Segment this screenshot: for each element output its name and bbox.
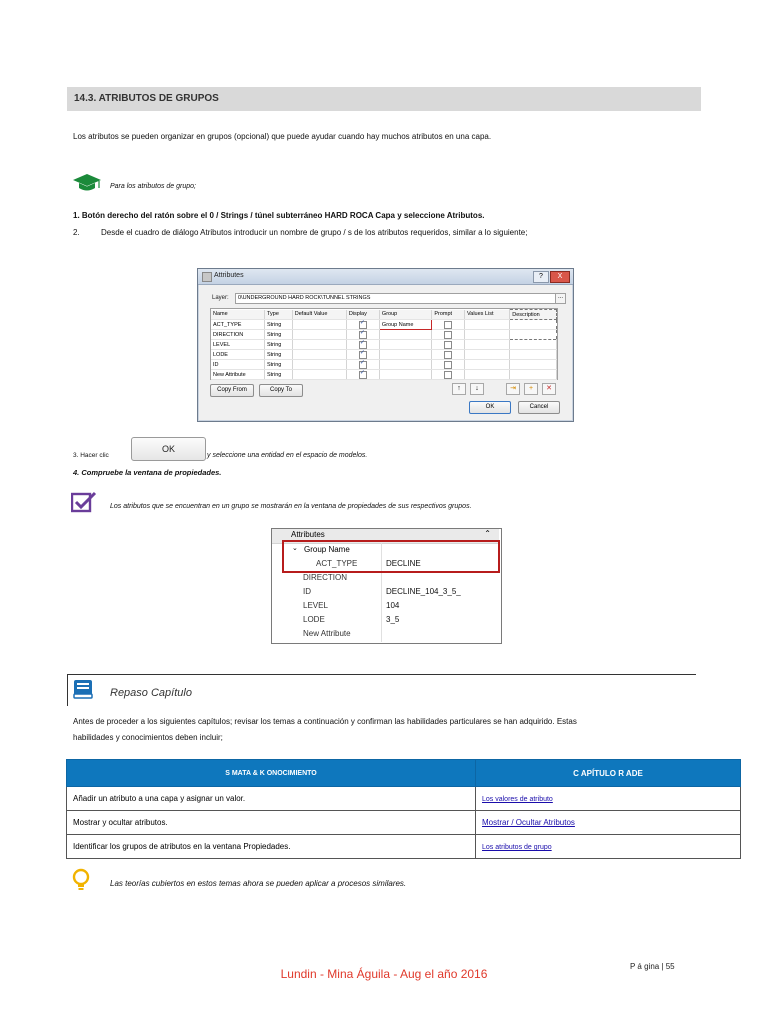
group-cell[interactable] bbox=[379, 330, 431, 340]
props-label: ID bbox=[303, 587, 311, 596]
col-type: Type bbox=[264, 310, 292, 320]
checkbox-icon bbox=[71, 491, 97, 518]
graduation-cap-icon bbox=[72, 172, 102, 197]
attr-name[interactable]: LODE bbox=[211, 350, 264, 360]
tip-text: Las teorías cubiertos en estos temas ahora se pueden aplicar a procesos similares. bbox=[110, 879, 407, 888]
repaso-text-2: habilidades y conocimientos deben incluir; bbox=[73, 733, 223, 742]
props-row[interactable] bbox=[272, 585, 499, 599]
delete-row-icon[interactable]: ✕ bbox=[542, 383, 556, 395]
attr-type[interactable]: String bbox=[264, 330, 292, 340]
attr-type[interactable]: String bbox=[264, 340, 292, 350]
chapter-link[interactable]: Los atributos de grupo bbox=[482, 844, 552, 851]
lightbulb-icon bbox=[71, 868, 91, 897]
chapter-cell bbox=[476, 835, 741, 859]
prompt-checkbox[interactable] bbox=[444, 351, 452, 359]
display-checkbox[interactable] bbox=[359, 341, 367, 349]
skills-table bbox=[66, 759, 741, 859]
attr-default[interactable] bbox=[292, 350, 346, 360]
table-row bbox=[67, 811, 741, 835]
props-value[interactable]: DECLINE_104_3_5_ bbox=[386, 587, 461, 596]
props-label: New Attribute bbox=[303, 629, 351, 638]
display-checkbox[interactable] bbox=[359, 351, 367, 359]
layer-value: 0\UNDERGROUND HARD ROCK\TUNNEL STRINGS bbox=[238, 295, 371, 301]
attr-type[interactable]: String bbox=[264, 320, 292, 330]
values-cell[interactable] bbox=[465, 320, 510, 330]
layer-field[interactable] bbox=[235, 293, 556, 304]
attr-default[interactable] bbox=[292, 330, 346, 340]
description-cell[interactable] bbox=[510, 340, 557, 350]
step-2: Desde el cuadro de diálogo Atributos introducir un nombre de grupo / s de los atributos requeridos, similar a lo siguiente; bbox=[101, 228, 528, 237]
ok-button-illustration[interactable]: OK bbox=[131, 437, 206, 461]
step-3-suffix: y seleccione una entidad en el espacio de modelos. bbox=[207, 452, 368, 459]
step-3-prefix: 3. Hacer clic bbox=[73, 452, 109, 459]
description-cell[interactable] bbox=[510, 320, 557, 330]
display-checkbox[interactable] bbox=[359, 321, 367, 329]
repaso-rule bbox=[67, 674, 696, 675]
display-checkbox[interactable] bbox=[359, 371, 367, 379]
chapter-cell bbox=[476, 787, 741, 811]
col-values: Values List bbox=[465, 310, 510, 320]
step-1: 1. Botón derecho del ratón sobre el 0 / Strings / túnel subterráneo HARD ROCA Capa y seleccione Atributos. bbox=[73, 211, 485, 220]
props-value[interactable]: 104 bbox=[386, 601, 400, 610]
table-row[interactable] bbox=[211, 370, 557, 380]
props-value[interactable]: DECLINE bbox=[386, 559, 421, 568]
section-header bbox=[67, 87, 701, 111]
section-title: 14.3. ATRIBUTOS DE GRUPOS bbox=[74, 93, 219, 104]
attr-name[interactable]: ACT_TYPE bbox=[211, 320, 264, 330]
copy-from-button[interactable]: Copy From bbox=[210, 384, 254, 397]
display-checkbox[interactable] bbox=[359, 331, 367, 339]
attr-type[interactable]: String bbox=[264, 350, 292, 360]
attr-name[interactable]: LEVEL bbox=[211, 340, 264, 350]
browse-button[interactable]: ... bbox=[555, 293, 566, 304]
display-checkbox[interactable] bbox=[359, 361, 367, 369]
attr-default[interactable] bbox=[292, 360, 346, 370]
chapter-link[interactable]: Los valores de atributo bbox=[482, 796, 553, 803]
attributes-dialog bbox=[197, 268, 574, 422]
move-up-icon[interactable]: ↑ bbox=[452, 383, 466, 395]
help-button[interactable]: ? bbox=[533, 271, 549, 283]
attr-default[interactable] bbox=[292, 370, 346, 380]
prompt-cell[interactable] bbox=[432, 350, 465, 360]
insert-row-icon[interactable]: ⇥ bbox=[506, 383, 520, 395]
description-cell[interactable] bbox=[510, 360, 557, 370]
chapter-cell bbox=[476, 811, 741, 835]
attr-type[interactable]: String bbox=[264, 360, 292, 370]
props-label: LEVEL bbox=[303, 601, 328, 610]
book-icon bbox=[72, 678, 96, 705]
display-cell[interactable] bbox=[346, 370, 379, 380]
props-header-title: Attributes bbox=[291, 530, 325, 539]
prompt-checkbox[interactable] bbox=[444, 341, 452, 349]
group-cell[interactable] bbox=[379, 340, 431, 350]
description-cell[interactable] bbox=[510, 330, 557, 340]
prompt-checkbox[interactable] bbox=[444, 371, 452, 379]
chevron-up-icon[interactable]: ⌃ bbox=[484, 529, 491, 538]
props-label: ACT_TYPE bbox=[316, 559, 358, 568]
layer-label: Layer: bbox=[212, 295, 229, 301]
props-row[interactable] bbox=[272, 627, 499, 641]
attr-type[interactable]: String bbox=[264, 370, 292, 380]
note-props: Los atributos que se encuentran en un grupo se mostrarán en la ventana de propiedades de sus respectivos grupos. bbox=[110, 503, 472, 510]
table-row[interactable] bbox=[211, 320, 557, 330]
move-down-icon[interactable]: ↓ bbox=[470, 383, 484, 395]
values-cell[interactable] bbox=[465, 330, 510, 340]
skills-header-row bbox=[67, 760, 741, 787]
col-default: Default Value bbox=[292, 310, 346, 320]
values-cell[interactable] bbox=[465, 360, 510, 370]
app-icon bbox=[202, 272, 212, 282]
group-cell[interactable] bbox=[379, 370, 431, 380]
skills-header: S MATA & K ONOCIMIENTO bbox=[67, 760, 476, 787]
group-name-cell[interactable]: Group Name bbox=[379, 320, 431, 330]
copy-to-button[interactable]: Copy To bbox=[259, 384, 303, 397]
chevron-down-icon[interactable]: ⌄ bbox=[292, 545, 298, 552]
attr-default[interactable] bbox=[292, 320, 346, 330]
description-cell[interactable] bbox=[510, 370, 557, 380]
table-row[interactable] bbox=[211, 350, 557, 360]
highlight-box bbox=[282, 540, 500, 573]
table-row[interactable] bbox=[211, 360, 557, 370]
prompt-cell[interactable] bbox=[432, 370, 465, 380]
col-name: Name bbox=[211, 310, 264, 320]
skill-cell: Mostrar y ocultar atributos. bbox=[67, 811, 476, 835]
prompt-cell[interactable] bbox=[432, 340, 465, 350]
col-group: Group bbox=[379, 310, 431, 320]
values-cell[interactable] bbox=[465, 370, 510, 380]
table-row[interactable] bbox=[211, 330, 557, 340]
step-2-number: 2. bbox=[73, 228, 80, 237]
props-value[interactable]: 3_5 bbox=[386, 615, 400, 624]
props-row[interactable] bbox=[272, 613, 499, 627]
props-label: LODE bbox=[303, 615, 325, 624]
prompt-checkbox[interactable] bbox=[444, 361, 452, 369]
attr-name[interactable]: New Attribute bbox=[211, 370, 264, 380]
props-row[interactable] bbox=[272, 571, 499, 585]
intro-text: Los atributos se pueden organizar en grupos (opcional) que puede ayudar cuando hay muchos atributos en una capa. bbox=[73, 132, 492, 141]
col-prompt: Prompt bbox=[432, 310, 465, 320]
page-number: P á gina | 55 bbox=[630, 962, 675, 971]
table-row bbox=[67, 835, 741, 859]
attr-name[interactable]: ID bbox=[211, 360, 264, 370]
values-cell[interactable] bbox=[465, 350, 510, 360]
props-row[interactable] bbox=[272, 599, 499, 613]
table-row[interactable] bbox=[211, 340, 557, 350]
col-display: Display bbox=[346, 310, 379, 320]
chapter-header: C APÍTULO R ADE bbox=[476, 760, 741, 787]
props-label: DIRECTION bbox=[303, 573, 347, 582]
dialog-titlebar bbox=[198, 269, 573, 285]
repaso-title: Repaso Capítulo bbox=[110, 687, 192, 699]
attr-name[interactable]: DIRECTION bbox=[211, 330, 264, 340]
ok-button[interactable]: OK bbox=[469, 401, 511, 414]
attr-default[interactable] bbox=[292, 340, 346, 350]
step-4: 4. Compruebe la ventana de propiedades. bbox=[73, 468, 222, 477]
footer-text: Lundin - Mina Águila - Aug el año 2016 bbox=[280, 967, 488, 981]
prompt-checkbox[interactable] bbox=[444, 331, 452, 339]
group-cell[interactable] bbox=[379, 350, 431, 360]
values-cell[interactable] bbox=[465, 340, 510, 350]
attributes-grid bbox=[210, 308, 558, 380]
skill-cell: Identificar los grupos de atributos en la ventana Propiedades. bbox=[67, 835, 476, 859]
table-row bbox=[67, 787, 741, 811]
repaso-vrule bbox=[67, 674, 68, 706]
col-description: Description bbox=[510, 310, 557, 320]
prompt-checkbox[interactable] bbox=[444, 321, 452, 329]
grid-header-row bbox=[211, 310, 557, 320]
group-name: Group Name bbox=[304, 545, 350, 554]
add-row-icon[interactable]: + bbox=[524, 383, 538, 395]
chapter-link[interactable]: Mostrar / Ocultar Atributos bbox=[482, 818, 575, 827]
close-button[interactable]: X bbox=[550, 271, 570, 283]
dialog-title: Attributes bbox=[214, 272, 244, 279]
prompt-cell[interactable] bbox=[432, 330, 465, 340]
description-cell[interactable] bbox=[510, 350, 557, 360]
note-grupo: Para los atributos de grupo; bbox=[110, 183, 196, 190]
group-cell[interactable] bbox=[379, 360, 431, 370]
prompt-cell[interactable] bbox=[432, 360, 465, 370]
repaso-text-1: Antes de proceder a los siguientes capítulos; revisar los temas a continuación y confirman las habilidades particulares se han adquirido. Estas bbox=[73, 717, 577, 726]
prompt-cell[interactable] bbox=[432, 320, 465, 330]
cancel-button[interactable]: Cancel bbox=[518, 401, 560, 414]
skill-cell: Añadir un atributo a una capa y asignar un valor. bbox=[67, 787, 476, 811]
